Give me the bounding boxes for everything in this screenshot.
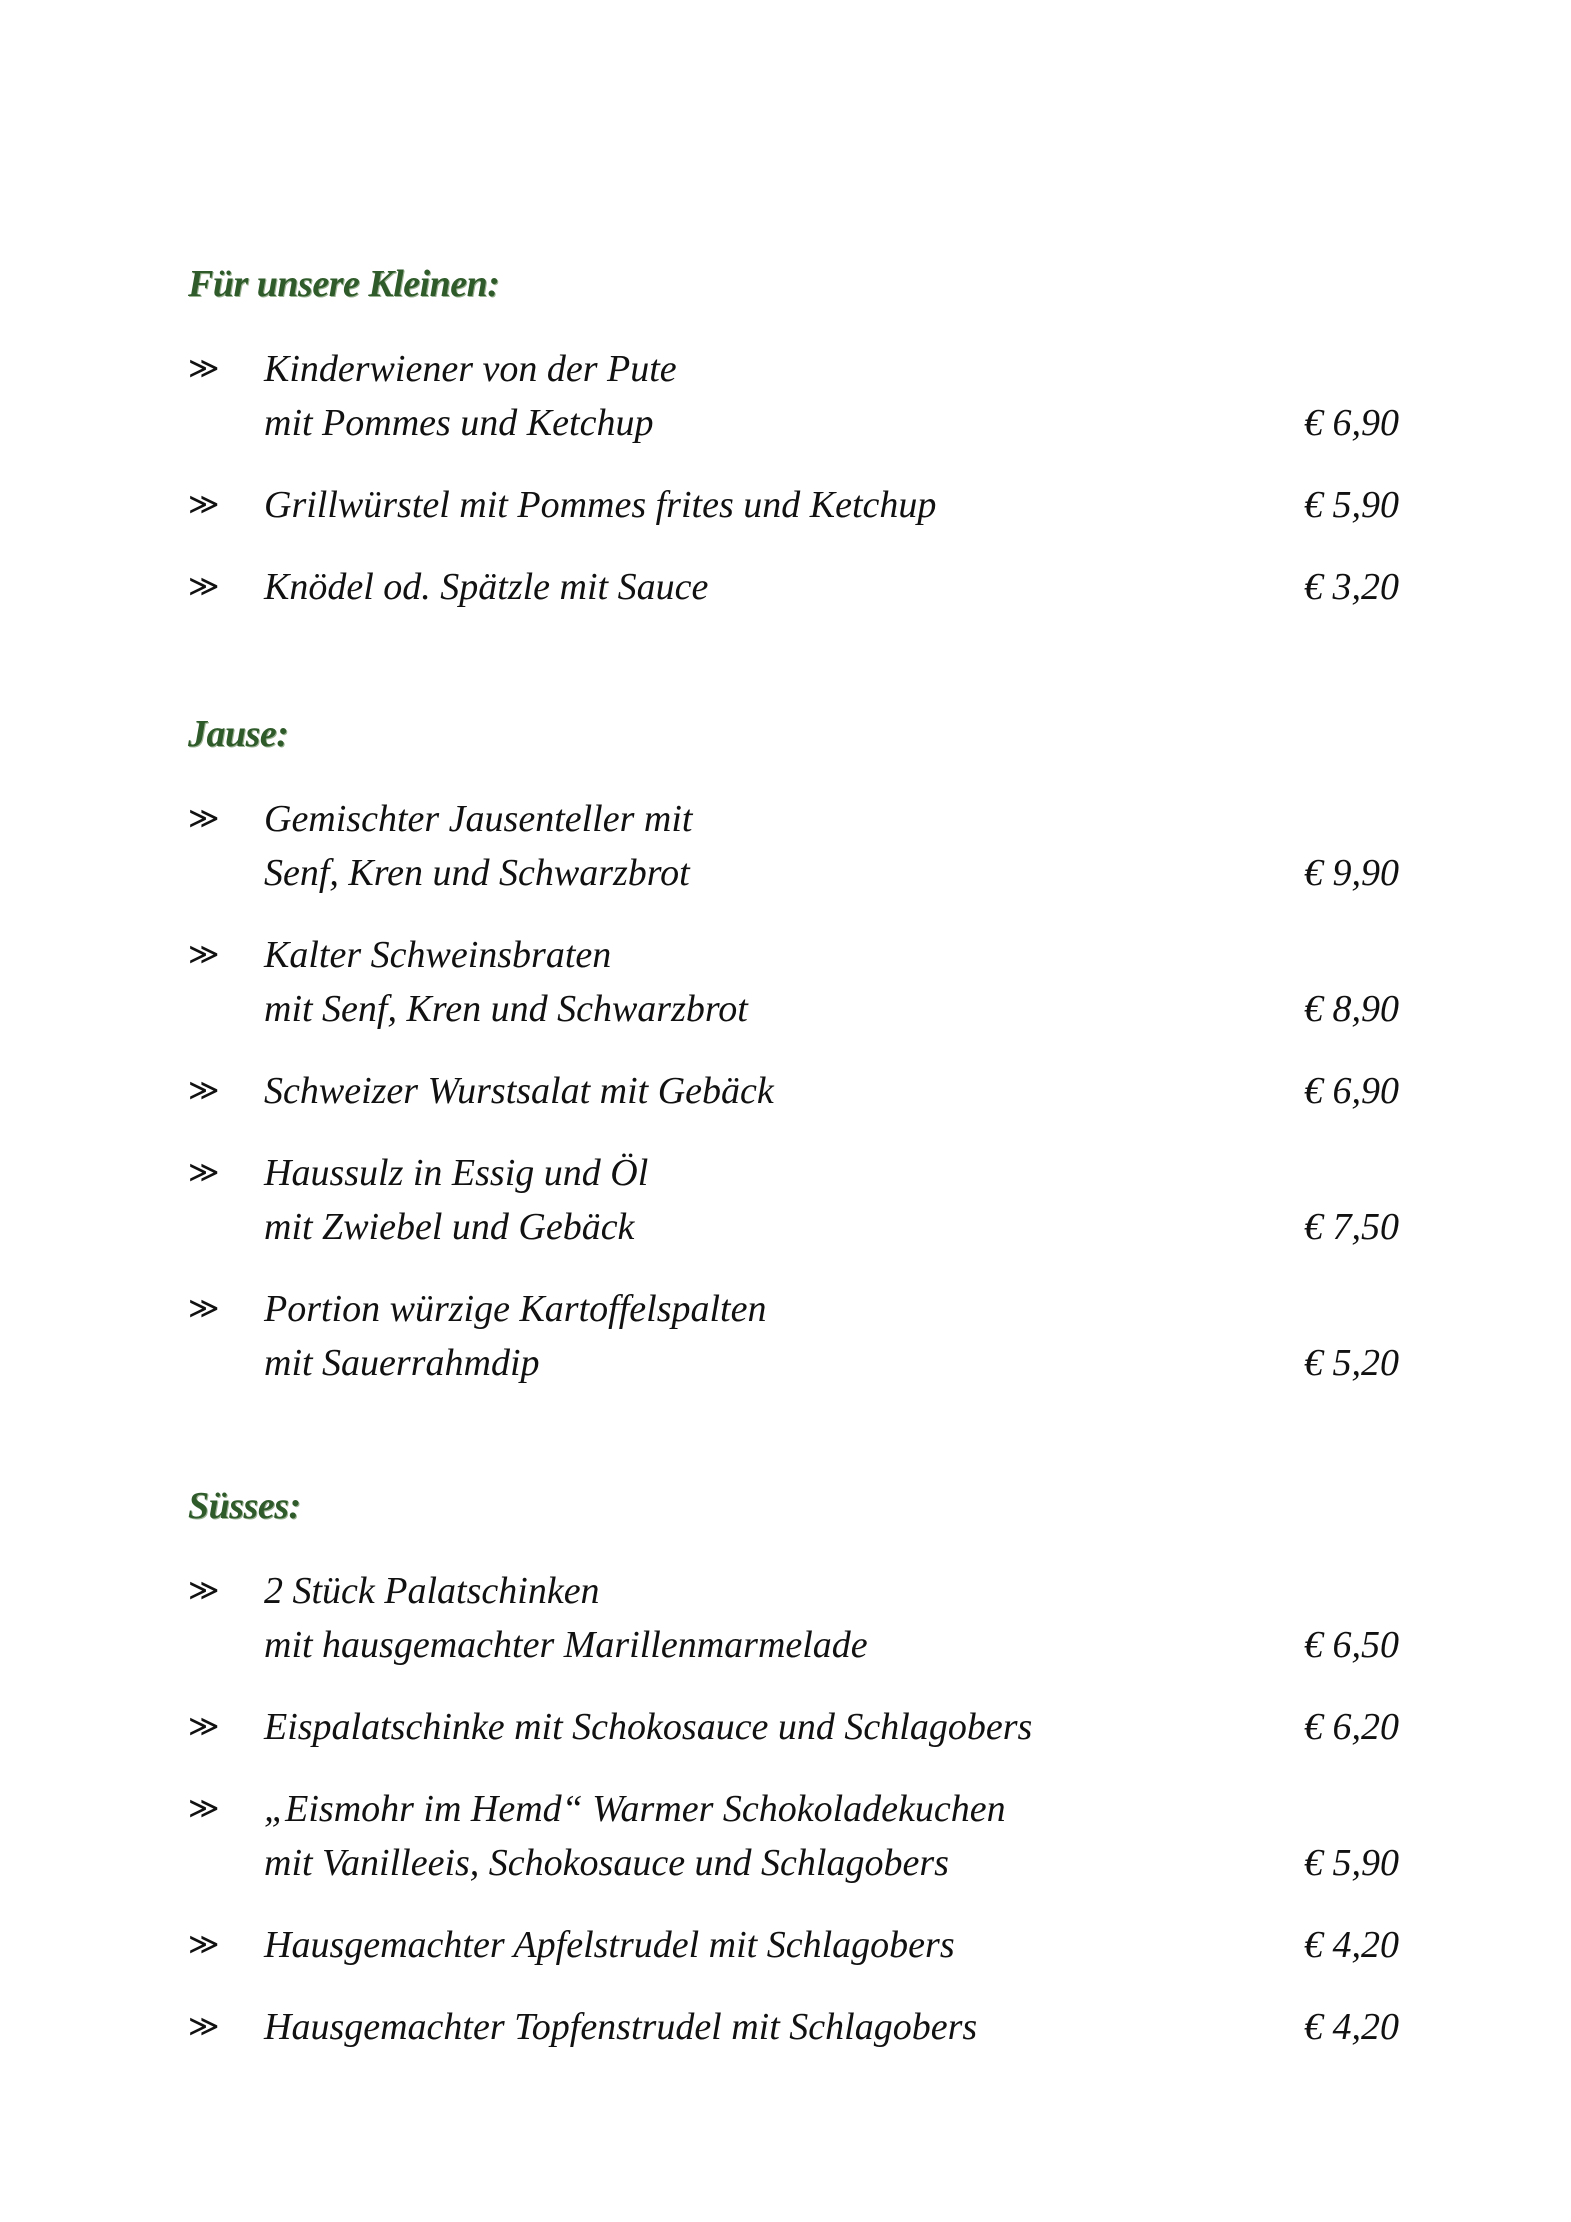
item-description bbox=[264, 1282, 766, 1390]
item-line: Hausgemachter Topfenstrudel mit Schlagobers bbox=[264, 2006, 978, 2048]
section-heading: Jause: bbox=[188, 713, 289, 755]
item-line: mit Pommes und Ketchup bbox=[264, 402, 654, 444]
item-line: Grillwürstel mit Pommes frites und Ketchup bbox=[264, 484, 937, 526]
item-line: Kinderwiener von der Pute bbox=[264, 348, 677, 390]
item-price: € 9,90 bbox=[1304, 852, 1399, 894]
item-price: € 3,20 bbox=[1304, 566, 1399, 608]
item-line: „Eismohr im Hemd“ Warmer Schokoladekuchen bbox=[264, 1788, 1006, 1830]
item-description bbox=[264, 1564, 868, 1672]
bullet-icon: ≫ bbox=[188, 1291, 220, 1326]
item-line: Senf, Kren und Schwarzbrot bbox=[264, 852, 690, 894]
item-line: mit Senf, Kren und Schwarzbrot bbox=[264, 988, 748, 1030]
bullet-icon: ≫ bbox=[188, 1791, 220, 1826]
item-line: mit hausgemachter Marillenmarmelade bbox=[264, 1624, 868, 1666]
bullet-icon: ≫ bbox=[188, 2009, 220, 2044]
item-price: € 5,90 bbox=[1304, 1842, 1399, 1884]
item-description bbox=[264, 1782, 1006, 1890]
item-description bbox=[264, 1064, 774, 1118]
bullet-icon: ≫ bbox=[188, 801, 220, 836]
item-line: Portion würzige Kartoffelspalten bbox=[264, 1288, 767, 1330]
item-price: € 6,90 bbox=[1304, 1070, 1399, 1112]
item-description bbox=[264, 792, 692, 900]
bullet-icon: ≫ bbox=[188, 1073, 220, 1108]
item-description bbox=[264, 478, 936, 532]
item-line: Schweizer Wurstsalat mit Gebäck bbox=[264, 1070, 774, 1112]
item-description bbox=[264, 1146, 648, 1254]
section-heading: Für unsere Kleinen: bbox=[188, 263, 500, 305]
item-price: € 4,20 bbox=[1304, 1924, 1399, 1966]
item-price: € 5,90 bbox=[1304, 484, 1399, 526]
bullet-icon: ≫ bbox=[188, 1573, 220, 1608]
item-line: mit Sauerrahmdip bbox=[264, 1342, 540, 1384]
bullet-icon: ≫ bbox=[188, 351, 220, 386]
bullet-icon: ≫ bbox=[188, 937, 220, 972]
item-line: Hausgemachter Apfelstrudel mit Schlagobers bbox=[264, 1924, 955, 1966]
item-price: € 6,90 bbox=[1304, 402, 1399, 444]
item-description bbox=[264, 560, 708, 614]
bullet-icon: ≫ bbox=[188, 1155, 220, 1190]
item-price: € 6,50 bbox=[1304, 1624, 1399, 1666]
item-line: Eispalatschinke mit Schokosauce und Schlagobers bbox=[264, 1706, 1033, 1748]
item-price: € 6,20 bbox=[1304, 1706, 1399, 1748]
item-line: Knödel od. Spätzle mit Sauce bbox=[264, 566, 709, 608]
item-line: mit Zwiebel und Gebäck bbox=[264, 1206, 635, 1248]
bullet-icon: ≫ bbox=[188, 569, 220, 604]
bullet-icon: ≫ bbox=[188, 487, 220, 522]
item-description bbox=[264, 342, 677, 450]
item-price: € 8,90 bbox=[1304, 988, 1399, 1030]
item-line: 2 Stück Palatschinken bbox=[264, 1570, 600, 1612]
item-description bbox=[264, 928, 748, 1036]
bullet-icon: ≫ bbox=[188, 1927, 220, 1962]
item-line: Gemischter Jausenteller mit bbox=[264, 798, 693, 840]
item-description bbox=[264, 2000, 977, 2054]
item-line: Kalter Schweinsbraten bbox=[264, 934, 612, 976]
bullet-icon: ≫ bbox=[188, 1709, 220, 1744]
item-line: Haussulz in Essig und Öl bbox=[264, 1152, 649, 1194]
item-price: € 7,50 bbox=[1304, 1206, 1399, 1248]
item-price: € 5,20 bbox=[1304, 1342, 1399, 1384]
item-line: mit Vanilleeis, Schokosauce und Schlagobers bbox=[264, 1842, 949, 1884]
item-description bbox=[264, 1700, 1032, 1754]
item-description bbox=[264, 1918, 955, 1972]
section-heading: Süsses: bbox=[188, 1485, 301, 1527]
item-price: € 4,20 bbox=[1304, 2006, 1399, 2048]
